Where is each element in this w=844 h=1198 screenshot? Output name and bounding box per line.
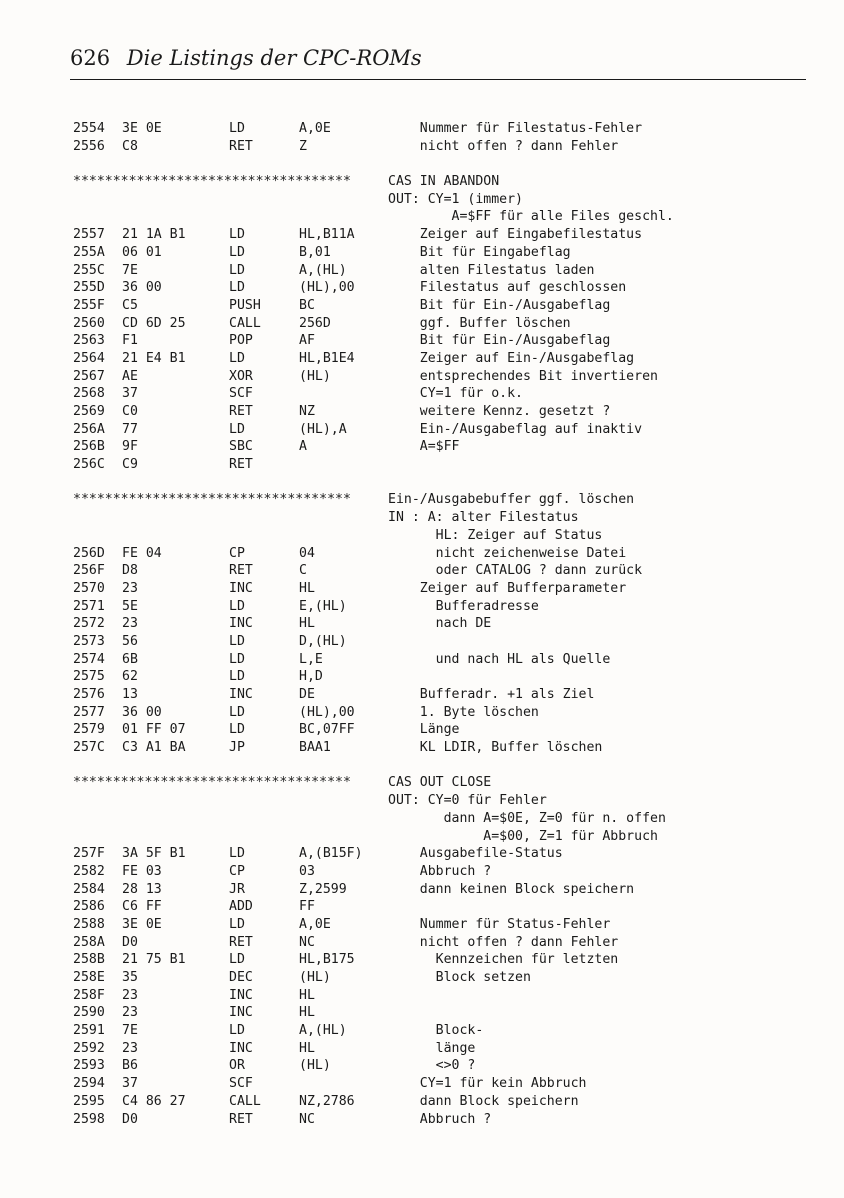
mnemonic: LD [229,227,245,243]
address: 2560 [73,315,105,331]
blank-line [73,757,793,775]
opcode-bytes: 23 [122,616,138,632]
comment: OUT: CY=1 (immer) [388,191,523,207]
comment: Nummer für Filestatus-Fehler [388,121,643,136]
opcode-bytes: 6B [122,651,138,667]
address: 2586 [73,899,105,915]
address: 2574 [73,651,105,667]
separator-stars: *********************************** [73,775,351,791]
listing-row [73,297,793,315]
address: 2557 [73,227,105,243]
mnemonic: LD [229,1023,245,1039]
opcode-bytes: FE 04 [122,545,162,561]
comment: IN : A: alter Filestatus [388,510,579,526]
opcode-bytes: 62 [122,669,138,685]
assembly-listing [73,120,793,1128]
comment: Block setzen [388,970,531,985]
address: 2572 [73,616,105,632]
opcode-bytes: 37 [122,1076,138,1092]
mnemonic: INC [229,987,253,1003]
operand: NZ,2786 [299,1093,355,1109]
mnemonic: LD [229,280,245,296]
listing-row [73,1040,793,1058]
mnemonic: LD [229,669,245,685]
opcode-bytes: 23 [122,580,138,596]
listing-row [73,1111,793,1129]
mnemonic: INC [229,616,253,632]
comment: oder CATALOG ? dann zurück [388,563,643,579]
mnemonic: CALL [229,1093,261,1109]
mnemonic: LD [229,846,245,862]
listing-row [73,562,793,580]
opcode-bytes: 37 [122,386,138,402]
listing-row [73,244,793,262]
opcode-bytes: 7E [122,1023,138,1039]
address: 2573 [73,633,105,649]
address: 2575 [73,669,105,685]
listing-row [73,1093,793,1111]
operand: BC [299,297,315,313]
page-title: Die Listings der CPC-ROMs [126,46,422,70]
address: 2588 [73,916,105,932]
comment: ggf. Buffer löschen [388,315,571,331]
listing-row [73,191,793,209]
address: 2554 [73,121,105,136]
mnemonic: JR [229,881,245,897]
comment: A=$FF [388,439,460,455]
listing-row [73,863,793,881]
mnemonic: SCF [229,386,253,402]
mnemonic: RET [229,1111,253,1127]
operand: A,(HL) [299,262,347,278]
opcode-bytes: D8 [122,563,138,579]
separator-stars: *********************************** [73,492,351,508]
opcode-bytes: 77 [122,421,138,437]
mnemonic: LD [229,651,245,667]
mnemonic: SCF [229,1076,253,1092]
mnemonic: RET [229,457,253,473]
comment: dann keinen Block speichern [388,881,635,897]
opcode-bytes: 3A 5F B1 [122,846,186,862]
comment: Bufferadresse [388,598,539,614]
mnemonic: LD [229,121,245,136]
opcode-bytes: D0 [122,934,138,950]
address: 256A [73,421,105,437]
operand: (HL) [299,1058,331,1074]
listing-row [73,598,793,616]
comment: Zeiger auf Ein-/Ausgabeflag [388,350,635,366]
listing-row [73,580,793,598]
operand: (HL) [299,970,331,985]
mnemonic: LD [229,952,245,968]
listing-row [73,509,793,527]
listing-row [73,810,793,828]
opcode-bytes: 21 75 B1 [122,952,186,968]
operand: HL [299,616,315,632]
mnemonic: LD [229,421,245,437]
operand: A,(HL) [299,1023,347,1039]
opcode-bytes: FE 03 [122,863,162,879]
listing-row [73,704,793,722]
address: 256B [73,439,105,455]
address: 256F [73,563,105,579]
listing-row [73,545,793,563]
operand: B,01 [299,244,331,260]
address: 2563 [73,333,105,349]
opcode-bytes: 13 [122,687,138,702]
address: 2579 [73,722,105,738]
opcode-bytes: 3E 0E [122,121,162,136]
opcode-bytes: 01 FF 07 [122,722,186,738]
listing-row [73,368,793,386]
mnemonic: RET [229,563,253,579]
operand: AF [299,333,315,349]
page-header [70,46,806,70]
blank-line [73,155,793,173]
address: 2571 [73,598,105,614]
mnemonic: CALL [229,315,261,331]
mnemonic: LD [229,244,245,260]
mnemonic: INC [229,1005,253,1021]
comment: nicht zeichenweise Datei [388,545,627,561]
listing-row [73,951,793,969]
opcode-bytes: 3E 0E [122,916,162,932]
opcode-bytes: F1 [122,333,138,349]
header-rule [70,79,806,80]
address: 2584 [73,881,105,897]
comment: CY=1 für o.k. [388,386,523,402]
mnemonic: INC [229,1040,253,1056]
comment: nicht offen ? dann Fehler [388,934,619,950]
mnemonic: JP [229,740,245,756]
operand: HL [299,987,315,1003]
opcode-bytes: 23 [122,1005,138,1021]
address: 2577 [73,704,105,720]
listing-row [73,279,793,297]
comment: entsprechendes Bit invertieren [388,368,658,384]
opcode-bytes: 9F [122,439,138,455]
listing-row [73,881,793,899]
listing-row [73,138,793,156]
listing-row [73,739,793,757]
address: 258F [73,987,105,1003]
listing-row [73,828,793,846]
operand: A,(B15F) [299,846,363,862]
listing-row [73,845,793,863]
address: 2570 [73,580,105,596]
comment: <>0 ? [388,1058,476,1074]
comment: Bit für Eingabeflag [388,244,571,260]
mnemonic: INC [229,687,253,702]
opcode-bytes: 21 1A B1 [122,227,186,243]
separator-stars: *********************************** [73,174,351,190]
opcode-bytes: B6 [122,1058,138,1074]
opcode-bytes: C0 [122,404,138,419]
opcode-bytes: C4 86 27 [122,1093,186,1109]
operand: H,D [299,669,323,685]
comment: dann A=$0E, Z=0 für n. offen [388,810,666,826]
operand: A [299,439,307,455]
mnemonic: RET [229,404,253,419]
operand: HL,B175 [299,952,355,968]
opcode-bytes: AE [122,368,138,384]
comment: Nummer für Status-Fehler [388,916,611,932]
operand: (HL),00 [299,704,355,720]
operand: BC,07FF [299,722,355,738]
address: 256C [73,457,105,473]
address: 2590 [73,1005,105,1021]
blank-line [73,474,793,492]
comment: Ein-/Ausgabeflag auf inaktiv [388,421,643,437]
operand: FF [299,899,315,915]
listing-row [73,421,793,439]
address: 257F [73,846,105,862]
address: 2595 [73,1093,105,1109]
mnemonic: POP [229,333,253,349]
comment: Bit für Ein-/Ausgabeflag [388,333,611,349]
address: 2568 [73,386,105,402]
listing-row [73,721,793,739]
section-title: CAS OUT CLOSE [388,775,492,791]
comment: Abbruch ? [388,863,492,879]
section-header-row [73,774,793,792]
address: 258E [73,970,105,985]
operand: 03 [299,863,315,879]
listing-row [73,792,793,810]
address: 255A [73,244,105,260]
listing-row [73,120,793,138]
opcode-bytes: C9 [122,457,138,473]
mnemonic: LD [229,916,245,932]
comment: Block- [388,1023,484,1039]
address: 255F [73,297,105,313]
mnemonic: LD [229,722,245,738]
listing-row [73,332,793,350]
listing-row [73,527,793,545]
listing-row [73,385,793,403]
opcode-bytes: 35 [122,970,138,985]
address: 256D [73,545,105,561]
comment: Bufferadr. +1 als Ziel [388,687,595,702]
address: 2567 [73,368,105,384]
opcode-bytes: 56 [122,633,138,649]
opcode-bytes: 21 E4 B1 [122,350,186,366]
section-header-row [73,491,793,509]
mnemonic: LD [229,704,245,720]
operand: NC [299,1111,315,1127]
address: 2594 [73,1076,105,1092]
opcode-bytes: C3 A1 BA [122,740,186,756]
comment: und nach HL als Quelle [388,651,611,667]
operand: HL [299,580,315,596]
opcode-bytes: 28 13 [122,881,162,897]
comment: CY=1 für kein Abbruch [388,1076,587,1092]
opcode-bytes: 7E [122,262,138,278]
operand: E,(HL) [299,598,347,614]
address: 2569 [73,404,105,419]
mnemonic: OR [229,1058,245,1074]
section-title: Ein-/Ausgabebuffer ggf. löschen [388,492,635,508]
section-title: CAS IN ABANDON [388,174,500,190]
opcode-bytes: 23 [122,1040,138,1056]
listing-row [73,1004,793,1022]
opcode-bytes: C6 FF [122,899,162,915]
listing-row [73,262,793,280]
mnemonic: CP [229,863,245,879]
mnemonic: DEC [229,970,253,985]
address: 258A [73,934,105,950]
operand: D,(HL) [299,633,347,649]
operand: (HL),A [299,421,347,437]
operand: DE [299,687,315,702]
operand: L,E [299,651,323,667]
comment: KL LDIR, Buffer löschen [388,740,603,756]
address: 2598 [73,1111,105,1127]
listing-row [73,438,793,456]
operand: (HL),00 [299,280,355,296]
opcode-bytes: CD 6D 25 [122,315,186,331]
operand: BAA1 [299,740,331,756]
listing-row [73,1022,793,1040]
listing-row [73,615,793,633]
comment: alten Filestatus laden [388,262,595,278]
operand: A,0E [299,916,331,932]
comment: Ausgabefile-Status [388,846,563,862]
listing-row [73,668,793,686]
listing-row [73,1075,793,1093]
comment: A=$FF für alle Files geschl. [388,209,674,225]
page-number: 626 [70,46,111,70]
operand: NC [299,934,315,950]
listing-row [73,686,793,704]
address: 2593 [73,1058,105,1074]
comment: Kennzeichen für letzten [388,952,619,968]
operand: Z,2599 [299,881,347,897]
operand: HL [299,1005,315,1021]
mnemonic: RET [229,138,253,154]
listing-row [73,226,793,244]
listing-row [73,1057,793,1075]
operand: Z [299,138,307,154]
comment: Abbruch ? [388,1111,492,1127]
comment: Länge [388,722,460,738]
opcode-bytes: 23 [122,987,138,1003]
opcode-bytes: 5E [122,598,138,614]
comment: HL: Zeiger auf Status [388,527,603,543]
mnemonic: LD [229,598,245,614]
opcode-bytes: D0 [122,1111,138,1127]
listing-row [73,350,793,368]
listing-row [73,456,793,474]
listing-row [73,633,793,651]
listing-row [73,898,793,916]
section-header-row [73,173,793,191]
address: 2556 [73,138,105,154]
opcode-bytes: 06 01 [122,244,162,260]
operand: HL,B11A [299,227,355,243]
mnemonic: LD [229,262,245,278]
listing-row [73,403,793,421]
comment: Filestatus auf geschlossen [388,280,627,296]
address: 257C [73,740,105,756]
comment: Zeiger auf Bufferparameter [388,580,627,596]
opcode-bytes: C8 [122,138,138,154]
listing-row [73,916,793,934]
address: 2591 [73,1023,105,1039]
mnemonic: LD [229,633,245,649]
mnemonic: INC [229,580,253,596]
listing-row [73,315,793,333]
operand: (HL) [299,368,331,384]
mnemonic: LD [229,350,245,366]
mnemonic: PUSH [229,297,261,313]
operand: 04 [299,545,315,561]
comment: Zeiger auf Eingabefilestatus [388,227,643,243]
comment: 1. Byte löschen [388,704,539,720]
address: 2576 [73,687,105,702]
listing-row [73,987,793,1005]
address: 255C [73,262,105,278]
comment: OUT: CY=0 für Fehler [388,793,547,809]
operand: HL,B1E4 [299,350,355,366]
opcode-bytes: C5 [122,297,138,313]
comment: weitere Kennz. gesetzt ? [388,404,611,419]
opcode-bytes: 36 00 [122,704,162,720]
opcode-bytes: 36 00 [122,280,162,296]
operand: 256D [299,315,331,331]
operand: A,0E [299,121,331,136]
comment: nach DE [388,616,492,632]
mnemonic: XOR [229,368,253,384]
operand: NZ [299,404,315,419]
mnemonic: CP [229,545,245,561]
listing-row [73,651,793,669]
address: 2564 [73,350,105,366]
mnemonic: SBC [229,439,253,455]
comment: länge [388,1040,476,1056]
comment: nicht offen ? dann Fehler [388,138,619,154]
address: 255D [73,280,105,296]
listing-row [73,969,793,987]
address: 2592 [73,1040,105,1056]
mnemonic: ADD [229,899,253,915]
comment: Bit für Ein-/Ausgabeflag [388,297,611,313]
mnemonic: RET [229,934,253,950]
comment: A=$00, Z=1 für Abbruch [388,828,658,844]
address: 2582 [73,863,105,879]
listing-row [73,934,793,952]
listing-row [73,208,793,226]
operand: C [299,563,307,579]
operand: HL [299,1040,315,1056]
comment: dann Block speichern [388,1093,579,1109]
address: 258B [73,952,105,968]
